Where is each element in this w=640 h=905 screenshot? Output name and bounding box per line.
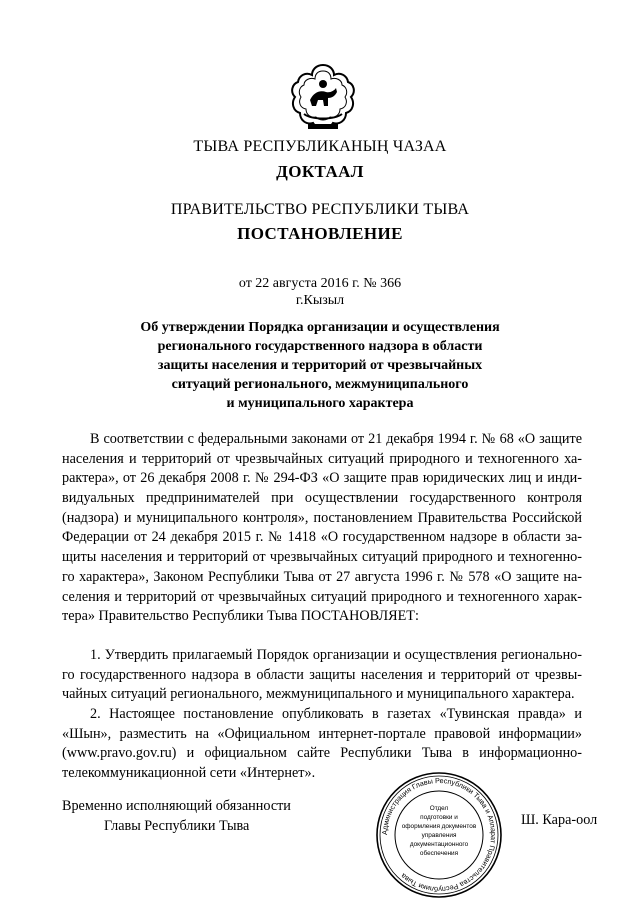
text-line: 2. Настоящее постановление опубликовать в газетах «Тувинская правда» и	[90, 706, 582, 722]
text-line: телекоммуникационной сети «Интернет».	[62, 765, 316, 782]
signatory-position	[62, 796, 291, 836]
title-line: защиты населения и территорий от чрезвычайных	[157, 358, 483, 373]
header-document-type: ПОСТАНОВЛЕНИЕ	[237, 224, 403, 243]
text-line: чайных ситуаций регионального, межмуниципального и муниципального характера.	[62, 686, 575, 703]
text-line: видуальных предпринимателей при осуществлении государственного контроля	[62, 490, 582, 507]
stamp-text: оформления документов	[401, 823, 477, 830]
title-line: ситуаций регионального, межмуниципального	[171, 377, 469, 392]
title-line: и муниципального характера	[226, 396, 414, 411]
position-line: Главы Республики Тыва	[104, 818, 250, 834]
title-line: регионального государственного надзора в области	[157, 339, 483, 354]
item-2-paragraph	[62, 705, 582, 784]
text-line: (надзора) и муниципального контроля», постановлением Правительства Российской	[62, 509, 582, 526]
stamp-text: управления	[421, 832, 457, 839]
text-line: тера» Правительство Республики Тыва ПОСТАНОВЛЯЕТ:	[62, 608, 419, 625]
text-line: (www.pravo.gov.ru) и официальном сайте Республики Тыва в информационно-	[62, 745, 582, 762]
text-line: населения и территорий от чрезвычайных ситуаций природного и техногенного ха-	[62, 450, 582, 467]
text-line: 1. Утвердить прилагаемый Порядок организации и осуществления регионально-	[90, 647, 582, 663]
coat-of-arms-emblem	[290, 62, 356, 134]
text-line: Федерации от 24 декабря 2015 г. № 1418 «О государственном надзоре в области за-	[62, 529, 582, 546]
stamp-text: Отдел	[429, 805, 449, 812]
document-date-number: от 22 августа 2016 г. № 366	[238, 276, 402, 291]
text-line: селения и территорий от чрезвычайных ситуаций природного и техногенного харак-	[62, 588, 582, 605]
stamp-text: обеспечения	[419, 850, 459, 857]
header-tuvan-decree: ДОКТААЛ	[276, 162, 364, 181]
signatory-name: Ш. Кара-оол	[521, 812, 598, 828]
item-1-paragraph	[62, 646, 582, 705]
stamp-ring-text: Администрация Главы Республики Тыва и Аппарат Правительства Республики Тыва	[379, 775, 499, 895]
official-stamp	[374, 770, 504, 900]
stamp-text: подготовки и	[420, 814, 458, 821]
header-government-name: ПРАВИТЕЛЬСТВО РЕСПУБЛИКИ ТЫВА	[170, 201, 470, 218]
title-line: Об утверждении Порядка организации и осуществления	[140, 320, 500, 335]
text-line: го государственного надзора в области защиты населения и территорий от чрезвы-	[62, 666, 582, 683]
text-line: го характера», Законом Республики Тыва от 27 августа 1996 г. № 578 «О защите на-	[62, 568, 582, 585]
text-line: «Шын», разместить на «Официальном интернет-портале правовой информации»	[62, 725, 582, 742]
preamble-paragraph	[62, 430, 582, 627]
text-line: щиты населения и территорий от чрезвычайных ситуаций природного и техногенно-	[62, 549, 582, 566]
document-title	[110, 318, 530, 413]
header-tuvan-government: ТЫВА РЕСПУБЛИКАНЫҢ ЧАЗАА	[193, 138, 447, 155]
text-line: рактера», от 26 декабря 2008 г. № 294-ФЗ «О защите прав юридических лиц и инди-	[62, 470, 582, 487]
text-line: В соответствии с федеральными законами от 21 декабря 1994 г. № 68 «О защите	[90, 431, 582, 447]
stamp-text: документационного	[409, 841, 469, 848]
position-line: Временно исполняющий обязанности	[62, 798, 291, 814]
document-city: г.Кызыл	[295, 293, 345, 308]
